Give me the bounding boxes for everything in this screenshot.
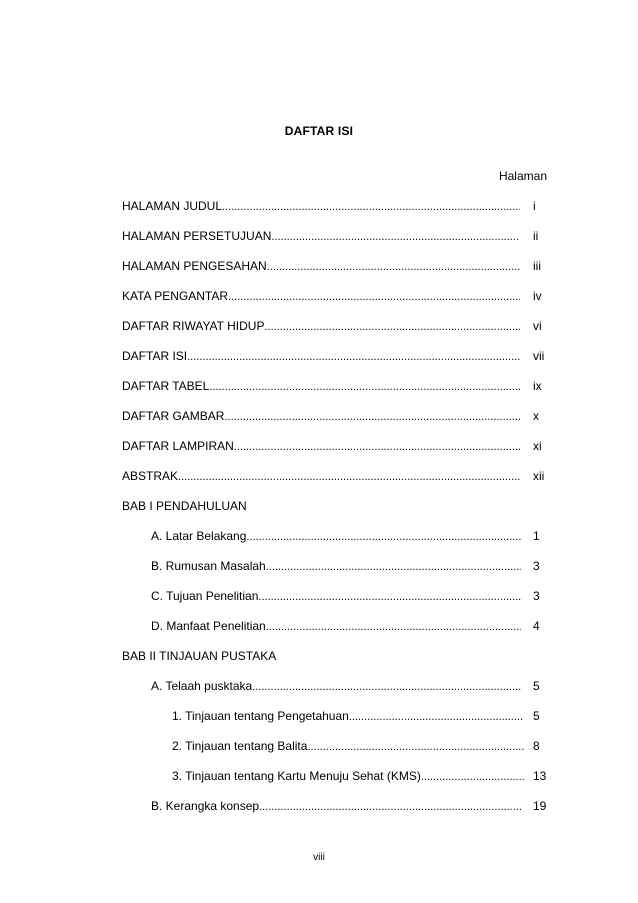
toc-entry-tinjauan-balita[interactable] — [0, 733, 638, 763]
toc-leader-dots — [421, 771, 524, 783]
toc-entry-page: ix — [533, 379, 542, 393]
toc-leader-dots — [266, 561, 521, 573]
toc-entry-page: vi — [533, 319, 542, 333]
toc-entry-abstrak[interactable] — [0, 463, 638, 493]
toc-entry-label: KATA PENGANTAR — [122, 289, 229, 303]
toc-entry-label: DAFTAR TABEL — [122, 379, 210, 393]
toc-entry-halaman-judul[interactable] — [0, 193, 638, 223]
toc-leader-dots — [209, 381, 520, 393]
toc-entry-daftar-gambar[interactable] — [0, 403, 638, 433]
toc-entry-label: 2. Tinjauan tentang Balita — [172, 739, 308, 753]
toc-entry-page: iii — [533, 259, 541, 273]
toc-entry-halaman-pengesahan[interactable] — [0, 253, 638, 283]
toc-leader-dots — [234, 441, 520, 453]
toc-entry-tinjauan-kms[interactable] — [0, 763, 638, 793]
page-column-header: Halaman — [498, 169, 547, 183]
toc-entry-page: iv — [533, 289, 542, 303]
toc-leader-dots — [267, 261, 520, 273]
toc-entry-label: D. Manfaat Penelitian — [151, 619, 266, 633]
toc-entry-label: HALAMAN JUDUL — [122, 199, 223, 213]
toc-chapter-label: BAB I PENDAHULUAN — [122, 499, 247, 513]
toc-entry-page: 13 — [533, 769, 547, 783]
toc-entry-manfaat-penelitian[interactable] — [0, 613, 638, 643]
toc-leader-dots — [271, 231, 520, 243]
toc-leader-dots — [252, 681, 521, 693]
toc-leader-dots — [307, 741, 524, 753]
toc-entry-label: ABSTRAK — [122, 469, 179, 483]
toc-entry-daftar-riwayat-hidup[interactable] — [0, 313, 638, 343]
toc-entry-page: 5 — [533, 679, 540, 693]
toc-entry-label: 1. Tinjauan tentang Pengetahuan — [172, 709, 349, 723]
toc-entry-label: DAFTAR GAMBAR — [122, 409, 225, 423]
toc-entry-kerangka-konsep[interactable] — [0, 793, 638, 823]
toc-leader-dots — [224, 411, 520, 423]
toc-entry-page: 3 — [533, 559, 540, 573]
toc-leader-dots — [349, 711, 524, 723]
page-number-footer: viii — [313, 852, 325, 863]
toc-entry-page: xii — [533, 469, 545, 483]
toc-entry-rumusan-masalah[interactable] — [0, 553, 638, 583]
toc-chapter-label: BAB II TINJAUAN PUSTAKA — [122, 649, 277, 663]
toc-entry-label: B. Rumusan Masalah — [151, 559, 266, 573]
toc-leader-dots — [258, 591, 521, 603]
toc-entry-tinjauan-pengetahuan[interactable] — [0, 703, 638, 733]
toc-entry-label: DAFTAR ISI — [122, 349, 188, 363]
toc-chapter-bab-i[interactable] — [0, 493, 638, 523]
toc-leader-dots — [246, 531, 521, 543]
toc-entry-page: 1 — [533, 529, 540, 543]
toc-leader-dots — [266, 621, 521, 633]
toc-entry-daftar-tabel[interactable] — [0, 373, 638, 403]
table-of-contents — [0, 193, 638, 823]
toc-entry-daftar-lampiran[interactable] — [0, 433, 638, 463]
toc-entry-daftar-isi[interactable] — [0, 343, 638, 373]
toc-entry-label: C. Tujuan Penelitian — [151, 589, 259, 603]
toc-entry-page: 8 — [533, 739, 540, 753]
toc-entry-page: x — [533, 409, 539, 423]
toc-chapter-bab-ii[interactable] — [0, 643, 638, 673]
toc-entry-label: DAFTAR LAMPIRAN — [122, 439, 234, 453]
toc-entry-page: 5 — [533, 709, 540, 723]
toc-entry-label: 3. Tinjauan tentang Kartu Menuju Sehat (KMS) — [172, 769, 421, 783]
toc-entry-label: A. Latar Belakang — [151, 529, 247, 543]
toc-entry-label: A. Telaah pusktaka — [151, 679, 253, 693]
toc-entry-page: 19 — [533, 799, 547, 813]
toc-entry-kata-pengantar[interactable] — [0, 283, 638, 313]
toc-entry-label: DAFTAR RIWAYAT HIDUP — [122, 319, 265, 333]
toc-entry-page: xi — [533, 439, 542, 453]
toc-leader-dots — [222, 201, 520, 213]
toc-entry-label: HALAMAN PENGESAHAN — [122, 259, 267, 273]
toc-leader-dots — [187, 351, 520, 363]
toc-entry-telaah-pustaka[interactable] — [0, 673, 638, 703]
toc-entry-page: 4 — [533, 619, 540, 633]
toc-leader-dots — [259, 801, 521, 813]
toc-entry-latar-belakang[interactable] — [0, 523, 638, 553]
toc-leader-dots — [228, 291, 520, 303]
toc-leader-dots — [264, 321, 520, 333]
toc-entry-tujuan-penelitian[interactable] — [0, 583, 638, 613]
toc-entry-halaman-persetujuan[interactable] — [0, 223, 638, 253]
page-title: DAFTAR ISI — [284, 124, 354, 138]
toc-entry-page: vii — [533, 349, 545, 363]
toc-entry-label: HALAMAN PERSETUJUAN — [122, 229, 272, 243]
toc-entry-label: B. Kerangka konsep — [151, 799, 260, 813]
toc-entry-page: 3 — [533, 589, 540, 603]
toc-entry-page: i — [533, 199, 536, 213]
toc-leader-dots — [178, 471, 520, 483]
toc-entry-page: ii — [533, 229, 539, 243]
